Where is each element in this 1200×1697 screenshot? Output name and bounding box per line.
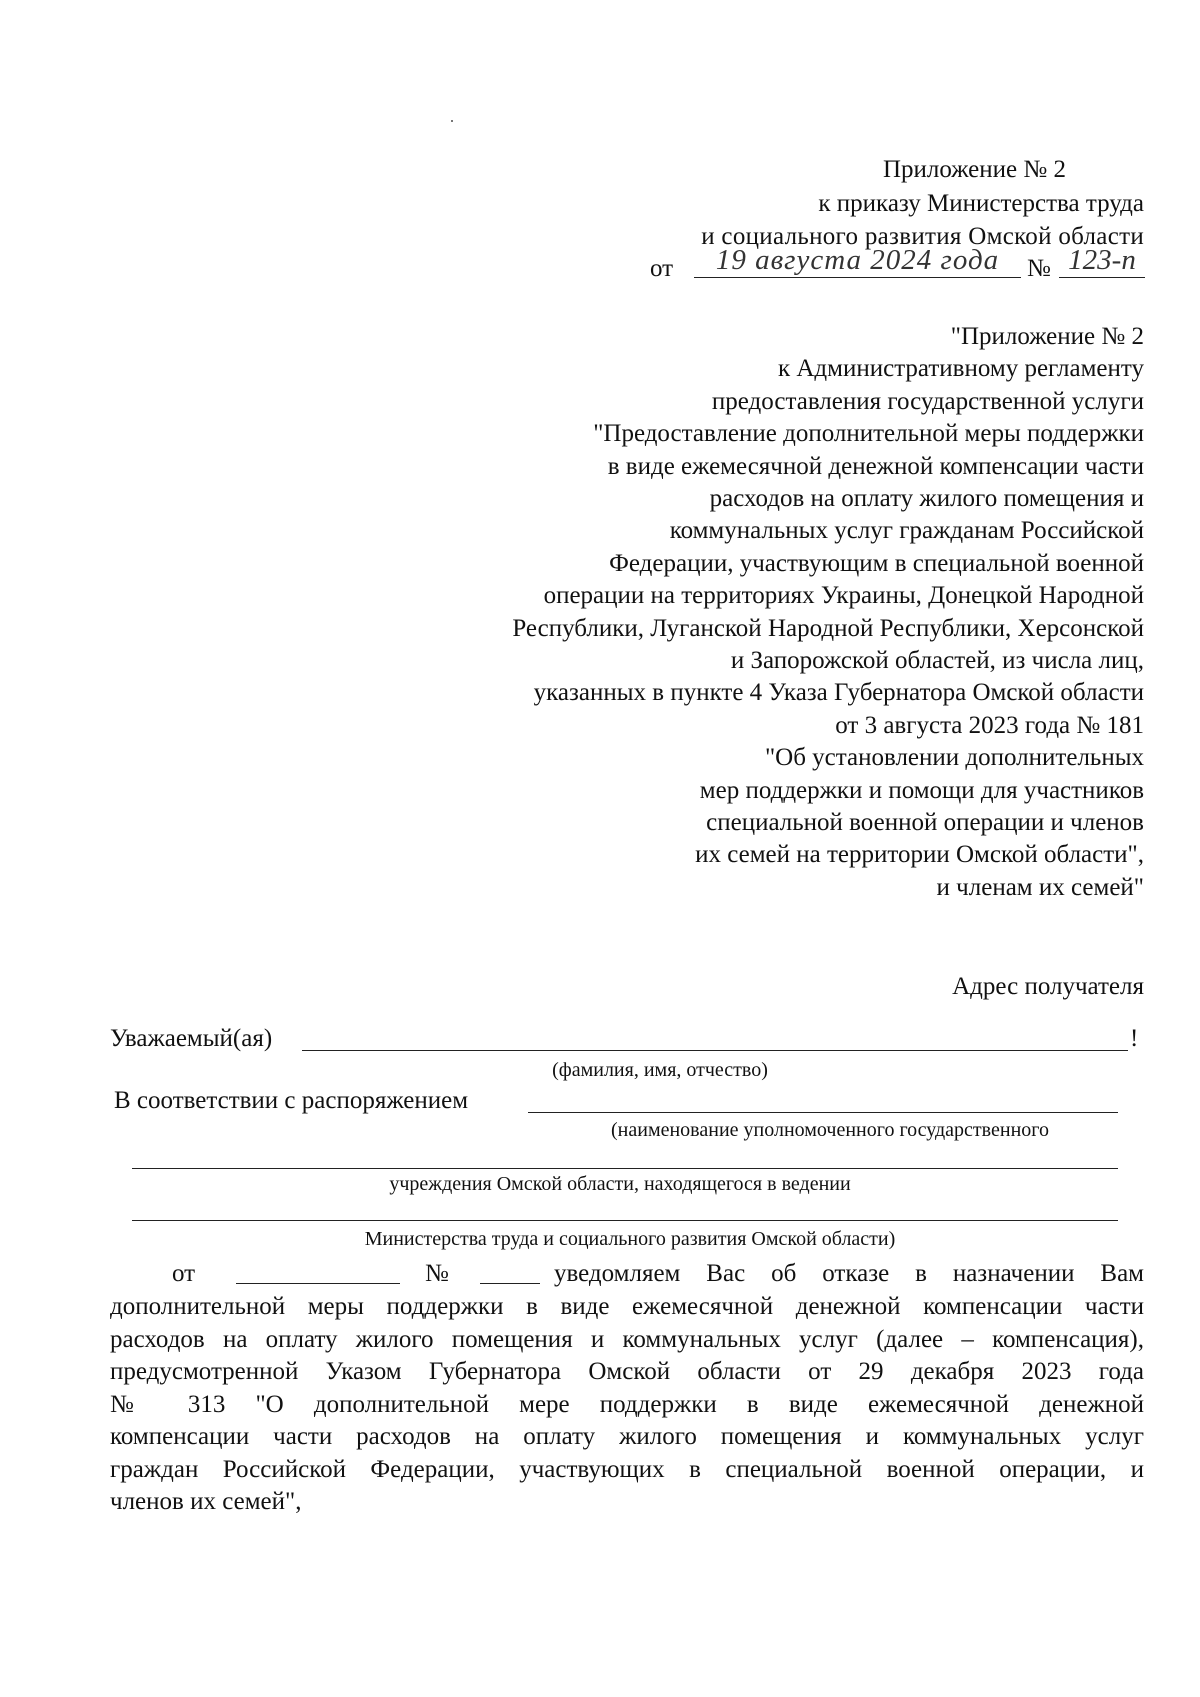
regulation-line: и членам их семей" — [936, 873, 1144, 901]
number-label: № — [1027, 255, 1051, 282]
regulation-line: расходов на оплату жилого помещения и — [709, 485, 1144, 512]
body-line: расходов на оплату жилого помещения и коммунальных услуг (далее – компенсация), — [110, 1325, 1144, 1353]
body-line: дополнительной меры поддержки в виде ежемесячной денежной компенсации части — [110, 1293, 1144, 1320]
regulation-line: операции на территориях Украины, Донецкой Народной — [543, 582, 1144, 610]
order-label: В соответствии с распоряжением — [114, 1087, 469, 1114]
regulation-line: предоставления государственной услуги — [711, 387, 1144, 415]
from-label: от — [650, 255, 674, 282]
regulation-line: "Предоставление дополнительной меры поддержки — [593, 420, 1144, 448]
handwritten-number: 123-п — [1059, 244, 1145, 278]
regulation-line: Федерации, участвующим в специальной военной — [609, 549, 1144, 577]
org-caption-3: Министерства труда и социального развития Омской области) — [364, 1228, 896, 1250]
org-blank-line-1 — [132, 1168, 1118, 1169]
scan-speck — [451, 120, 453, 122]
org-caption-2: учреждения Омской области, находящегося в ведении — [389, 1173, 851, 1195]
body-line: компенсации части расходов на оплату жилого помещения и коммунальных услуг — [110, 1423, 1144, 1450]
regulation-line: специальной военной операции и членов — [706, 809, 1144, 836]
body-line: предусмотренной Указом Губернатора Омской области от 29 декабря 2023 года — [110, 1358, 1144, 1385]
body-from-word: от — [172, 1260, 196, 1287]
greeting-label: Уважаемый(ая) — [110, 1025, 273, 1052]
order-reference: к приказу Министерства труда — [818, 190, 1144, 217]
regulation-line: к Административному регламенту — [777, 355, 1144, 383]
regulation-line: в виде ежемесячной денежной компенсации части — [607, 452, 1144, 480]
body-line: граждан Российской Федерации, участвующих в специальной военной операции, и — [110, 1455, 1144, 1483]
body-line: № 313 "О дополнительной мере поддержки в виде ежемесячной денежной — [110, 1390, 1144, 1418]
regulation-line: коммунальных услуг гражданам Российской — [669, 517, 1144, 545]
regulation-line: мер поддержки и помощи для участников — [699, 776, 1144, 804]
recipient-address-label: Адрес получателя — [952, 973, 1144, 1000]
regulation-line: и Запорожской областей, из числа лиц, — [730, 647, 1144, 674]
org-blank-line-2 — [132, 1220, 1118, 1221]
handwritten-date: 19 августа 2024 года — [694, 244, 1021, 278]
date-blank-line — [236, 1283, 400, 1284]
regulation-line: "Приложение № 2 — [950, 323, 1144, 350]
regulation-line: их семей на территории Омской области", — [695, 841, 1144, 869]
order-blank-line — [528, 1112, 1118, 1113]
regulation-line: указанных в пункте 4 Указа Губернатора Омской области — [533, 679, 1144, 707]
exclamation-mark: ! — [1130, 1025, 1139, 1052]
body-last-line: членов их семей", — [110, 1488, 302, 1515]
fio-caption: (фамилия, имя, отчество) — [552, 1059, 768, 1081]
appendix-title: Приложение № 2 — [882, 156, 1066, 183]
fio-blank-line — [302, 1050, 1128, 1051]
body-first-line: уведомляем Вас об отказе в назначении Вам — [554, 1260, 1144, 1287]
regulation-line: Республики, Луганской Народной Республики, Херсонской — [512, 614, 1144, 642]
body-number-word: № — [425, 1260, 449, 1287]
regulation-line: "Об установлении дополнительных — [764, 744, 1144, 772]
ministry-name: и социального развития Омской области — [701, 223, 1144, 250]
org-caption-1: (наименование уполномоченного государственного — [611, 1119, 1049, 1141]
number-blank-line — [480, 1283, 540, 1284]
regulation-line: от 3 августа 2023 года № 181 — [835, 711, 1144, 739]
